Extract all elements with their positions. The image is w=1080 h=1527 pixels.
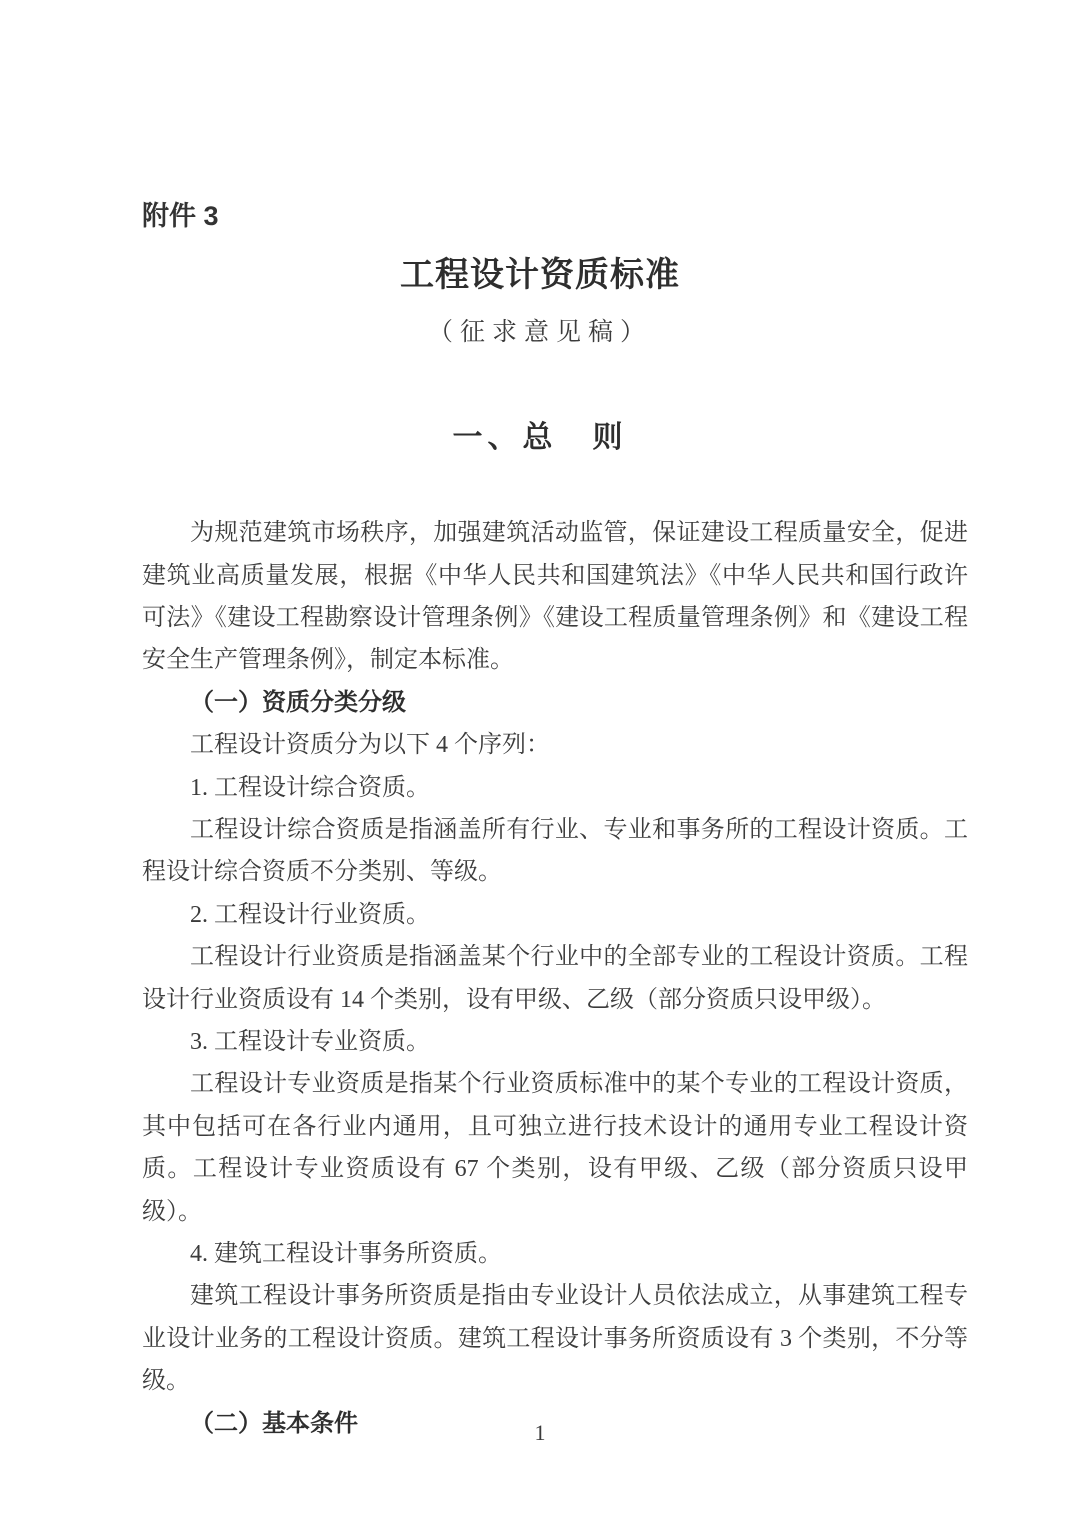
paragraph-item-4-desc: 建筑工程设计事务所资质是指由专业设计人员依法成立，从事建筑工程专业设计业务的工程设计资质。建筑工程设计事务所资质设有 3 个类别，不分等级。 (142, 1283, 968, 1395)
attachment-label: 附件 3 (142, 201, 219, 231)
paragraph-item-4: 4. 建筑工程设计事务所资质。 (190, 1241, 502, 1267)
paragraph-series-intro: 工程设计资质分为以下 4 个序列： (190, 732, 550, 759)
paragraph-item-2: 2. 工程设计行业资质。 (190, 901, 430, 928)
paragraph-item-1: 1. 工程设计综合资质。 (190, 774, 430, 801)
paragraph-item-2-desc: 工程设计行业资质是指涵盖某个行业中的全部专业的工程设计资质。工程设计行业资质设有 14 个类别，设有甲级、乙级（部分资质只设甲级）。 (142, 944, 968, 1013)
paragraph-intro: 为规范建筑市场秩序，加强建筑活动监管，保证建设工程质量安全，促进建筑业高质量发展，根据《中华人民共和国建筑法》《中华人民共和国行政许可法》《建设工程勘察设计管理条例》《建设工程质量管理条例》和《建设工程安全生产管理条例》，制定本标准。 (142, 520, 968, 674)
paragraph-item-3: 3. 工程设计专业资质。 (190, 1028, 430, 1055)
page-number: 1 (534, 1420, 546, 1445)
document-body (142, 512, 968, 1445)
paragraph-item-1-desc: 工程设计综合资质是指涵盖所有行业、专业和事务所的工程设计资质。工程设计综合资质不分类别、等级。 (142, 816, 968, 886)
paragraph-item-3-desc: 工程设计专业资质是指某个行业资质标准中的某个专业的工程设计资质，其中包括可在各行业内通用，且可独立进行技术设计的通用专业工程设计资质。工程设计专业资质设有 67 个类别，设有甲级、乙级（部分资质只设甲级）。 (142, 1071, 968, 1225)
subheading-basic-conditions: （二）基本条件 (190, 1409, 358, 1437)
document-subtitle: （征求意见稿） (427, 319, 652, 347)
subheading-classification: （一）资质分类分级 (190, 688, 406, 716)
chapter-heading: 一、总 则 (452, 421, 628, 455)
document-title: 工程设计资质标准 (400, 257, 680, 294)
